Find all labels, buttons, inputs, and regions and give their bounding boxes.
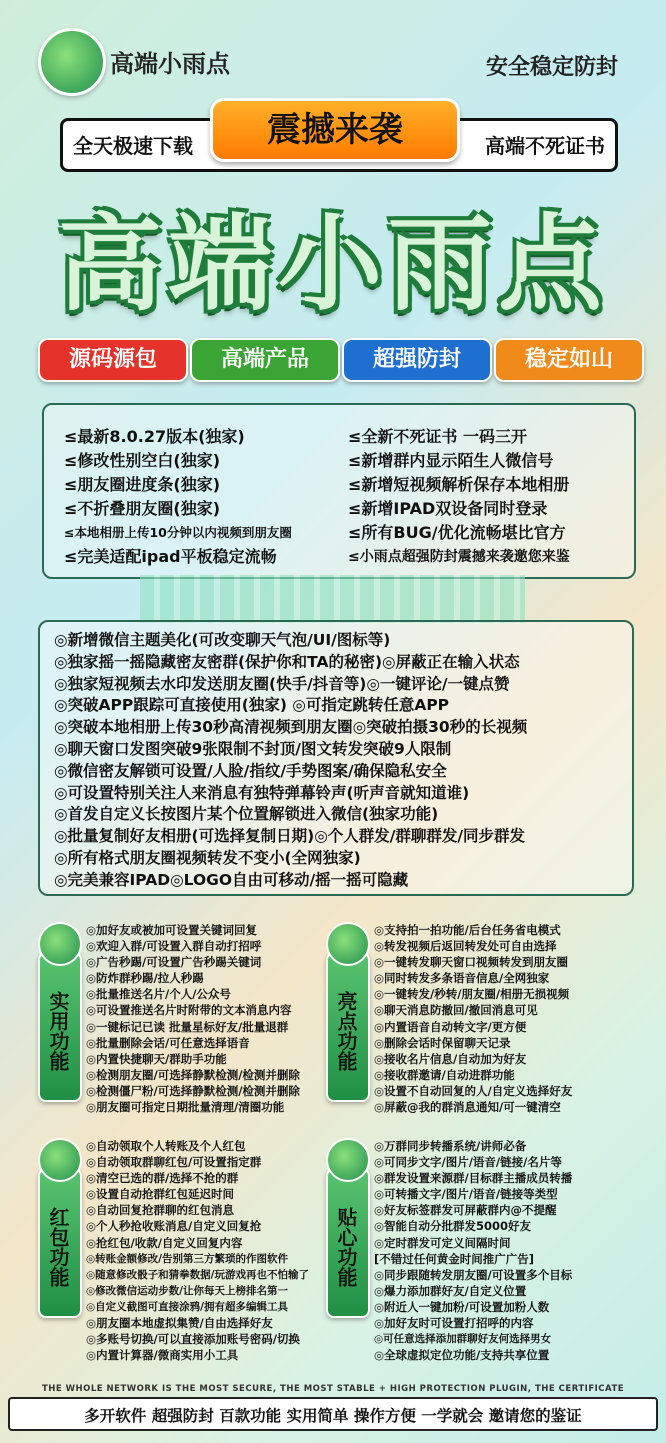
list-item: ≤新增IPAD双设备同时登录 xyxy=(348,499,548,518)
list-item: ◎欢迎入群/可设置入群自动打招呼 xyxy=(86,939,262,954)
list-item: ◎清空已选的群/选择不抢的群 xyxy=(86,1171,239,1186)
list-item: ◎转账金额修改/告别第三方繁琐的作图软件 xyxy=(86,1252,288,1265)
section-label: 亮点功能 xyxy=(326,952,370,1102)
list-item: ◎修改微信运动步数/让你每天上榜排名第一 xyxy=(86,1284,288,1297)
list-item: ◎突破本地相册上传30秒高清视频到朋友圈◎突破拍摄30秒的长视频 xyxy=(54,718,528,737)
list-item: ◎内置快捷聊天/群助手功能 xyxy=(86,1051,227,1066)
list-item: ◎自定义截图可直接涂鸦/拥有超多编辑工具 xyxy=(86,1300,288,1313)
section-items xyxy=(86,922,300,1115)
footer-english-tagline: THE WHOLE NETWORK IS THE MOST SECURE, THE MOST STABLE + HIGH PROTECTION PLUGIN, THE CERTIFICATE xyxy=(41,1384,625,1394)
list-item: ◎批量删除会话/可任意选择语音 xyxy=(86,1035,250,1050)
list-item: ◎同步跟随转发朋友圈/可设置多个目标 xyxy=(374,1267,573,1282)
app-logo-icon xyxy=(38,28,106,96)
list-item: ◎独家摇一摇隐藏密友密群(保护你和TA的秘密)◎屏蔽正在输入状态 xyxy=(54,652,520,671)
banner-left-text: 全天极速下载 xyxy=(73,134,193,158)
list-item: ◎多账号切换/可以直接添加账号密码/切换 xyxy=(86,1332,300,1347)
banner-right-text: 高端不死证书 xyxy=(485,134,605,158)
tag-anti-ban: 超强防封 xyxy=(342,338,492,382)
tag-premium: 高端产品 xyxy=(190,338,340,382)
list-item: ◎内置计算器/微商实用小工具 xyxy=(86,1348,239,1363)
list-item: ◎一键转发聊天窗口视频转发到朋友圈 xyxy=(374,955,569,970)
list-item: ◎朋友圈可指定日期批量清理/清圈功能 xyxy=(86,1100,285,1115)
list-item: ◎设置不自动回复的人/自定义选择好友 xyxy=(374,1083,573,1098)
hero-badge: 震撼来袭 xyxy=(210,98,460,162)
list-item: ◎批量复制好友相册(可选择复制日期)◎个人群发/群聊群发/同步群发 xyxy=(54,827,526,846)
section-items xyxy=(374,922,572,1115)
list-item: ◎转发视频后返回转发处可自由选择 xyxy=(374,939,557,954)
list-item: ◎广告秒踢/可设置广告秒踢关键词 xyxy=(86,955,262,970)
list-item: ◎微信密友解锁可设置/人脸/指纹/手势图案/确保隐私安全 xyxy=(54,761,447,780)
highlight-features-right xyxy=(348,425,570,569)
tag-source: 源码源包 xyxy=(38,338,188,382)
section-label: 贴心功能 xyxy=(326,1168,370,1318)
section-label: 红包功能 xyxy=(38,1168,82,1318)
list-item: ◎新增微信主题美化(可改变聊天气泡/UI/图标等) xyxy=(54,631,391,649)
list-item: ≤完美适配ipad平板稳定流畅 xyxy=(64,547,277,566)
list-item: ≤本地相册上传10分钟以内视频到朋友圈 xyxy=(64,525,292,540)
list-item: ◎加好友时可设置打招呼的内容 xyxy=(374,1316,534,1331)
list-item: [不错过任何黄金时间推广广告] xyxy=(374,1251,535,1266)
decorative-arch xyxy=(140,575,525,623)
list-item: ◎屏蔽@我的群消息通知/可一键清空 xyxy=(374,1100,561,1115)
footer-slogan: 多开软件 超强防封 百款功能 实用简单 操作方便 一学就会 邀请您的鉴证 xyxy=(8,1397,658,1431)
list-item: ◎一键转发/秒转/朋友圈/相册无损视频 xyxy=(374,987,570,1002)
list-item: ≤新增群内显示陌生人微信号 xyxy=(348,451,554,470)
list-item: ◎群发设置来源群/目标群主播成员转播 xyxy=(374,1171,573,1186)
highlight-features-left xyxy=(64,425,292,569)
list-item: ◎独家短视频去水印发送朋友圈(快手/抖音等)◎一键评论/一键点赞 xyxy=(54,674,510,693)
list-item: ◎可任意选择添加群聊好友何选择男女 xyxy=(374,1333,552,1346)
list-item: ◎全球虚拟定位功能/支持共享位置 xyxy=(374,1348,550,1363)
leaf-icon xyxy=(38,922,82,966)
list-item: ◎批量推送名片/个人/公众号 xyxy=(86,987,231,1002)
list-item: ◎聊天窗口发图突破9张限制不封顶/图文转发突破9人限制 xyxy=(54,739,452,758)
list-item: ◎一键标记已读 批量星标好友/批量退群 xyxy=(86,1019,289,1034)
list-item: ≤新增短视频解析保存本地相册 xyxy=(348,475,570,494)
section-items xyxy=(86,1138,309,1363)
leaf-icon xyxy=(326,922,370,966)
list-item: ◎好友标签群发可屏蔽群内@不提醒 xyxy=(374,1203,557,1218)
list-item: ◎完美兼容IPAD◎LOGO自由可移动/摇一摇可隐藏 xyxy=(54,870,409,889)
list-item: ◎万群同步转播系统/讲师必备 xyxy=(374,1139,527,1153)
brand-name: 高端小雨点 xyxy=(110,50,230,78)
list-item: ≤小雨点超强防封震撼来袭邀您来鉴 xyxy=(348,549,570,565)
list-item: ◎自动领取群聊红包/可设置指定群 xyxy=(86,1155,262,1170)
list-item: ≤所有BUG/优化流畅堪比官方 xyxy=(348,523,566,542)
list-item: ◎支持拍一拍功能/后台任务省电模式 xyxy=(374,923,561,937)
list-item: ◎所有格式朋友圈视频转发不变小(全网独家) xyxy=(54,848,361,867)
leaf-icon xyxy=(38,1138,82,1182)
list-item: ≤全新不死证书 一码三开 xyxy=(348,427,527,446)
section-label: 实用功能 xyxy=(38,952,82,1102)
hero-title: 高端小雨点 xyxy=(57,203,608,325)
list-item: ◎自动领取个人转账及个人红包 xyxy=(86,1139,246,1153)
list-item: ≤修改性别空白(独家) xyxy=(64,451,221,470)
list-item: ◎检测僵尸粉/可选择静默检测/检测并删除 xyxy=(86,1083,300,1098)
list-item: ◎聊天消息防撤回/撤回消息可见 xyxy=(374,1003,538,1018)
list-item: ◎可设置特别关注人来消息有独特弹幕铃声(听声音就知道谁) xyxy=(54,783,470,802)
list-item: ◎朋友圈本地虚拟集赞/自由选择好友 xyxy=(86,1316,273,1331)
list-item: ◎防炸群秒踢/拉人秒踢 xyxy=(86,971,204,986)
list-item: ◎抢红包/收款/自定义回复内容 xyxy=(86,1235,243,1250)
list-item: ◎接收名片信息/自动加为好友 xyxy=(374,1051,527,1066)
list-item: ◎加好友或被加可设置关键词回复 xyxy=(86,923,258,937)
list-item: ◎内置语音自动转文字/更方便 xyxy=(374,1019,527,1034)
list-item: ◎随意修改骰子和猜拳数据/玩游戏再也不怕输了 xyxy=(86,1268,309,1281)
list-item: ◎个人秒抢收账消息/自定义回复抢 xyxy=(86,1219,262,1234)
main-features-list xyxy=(54,630,527,892)
list-item: ◎首发自定义长按图片某个位置解锁进入微信(独家功能) xyxy=(54,805,439,824)
list-item: ◎爆力添加群好友/自定义位置 xyxy=(374,1283,527,1298)
section-items xyxy=(374,1138,572,1363)
list-item: ≤最新8.0.27版本(独家) xyxy=(64,427,245,446)
list-item: ≤朋友圈进度条(独家) xyxy=(64,475,221,494)
leaf-icon xyxy=(326,1138,370,1182)
list-item: ◎可设置推送名片时附带的文本消息内容 xyxy=(86,1003,292,1018)
list-item: ◎接收群邀请/自动进群功能 xyxy=(374,1067,515,1082)
list-item: ◎删除会话时保留聊天记录 xyxy=(374,1035,511,1050)
list-item: ◎设置自动抢群红包延迟时间 xyxy=(86,1187,235,1202)
list-item: ◎检测朋友圈/可选择静默检测/检测并删除 xyxy=(86,1067,300,1082)
list-item: ◎自动回复抢群聊的红包消息 xyxy=(86,1203,235,1218)
list-item: ◎附近人一键加粉/可设置加粉人数 xyxy=(374,1299,550,1314)
list-item: ◎可转播文字/图片/语音/链接等类型 xyxy=(374,1187,558,1202)
list-item: ◎可同步文字/图片/语音/链接/名片等 xyxy=(374,1155,562,1170)
list-item: ◎定时群发可定义间隔时间 xyxy=(374,1235,511,1250)
main-features-box xyxy=(38,620,634,896)
slogan: 安全稳定防封 xyxy=(486,55,619,80)
list-item: ◎突破APP跟踪可直接使用(独家) ◎可指定跳转任意APP xyxy=(54,696,450,715)
list-item: ◎智能自动分批群发5000好友 xyxy=(374,1219,532,1234)
list-item: ◎同时转发多条语音信息/全网独家 xyxy=(374,971,550,986)
tag-stable: 稳定如山 xyxy=(494,338,644,382)
list-item: ≤不折叠朋友圈(独家) xyxy=(64,499,221,518)
highlight-features-box xyxy=(42,403,636,579)
